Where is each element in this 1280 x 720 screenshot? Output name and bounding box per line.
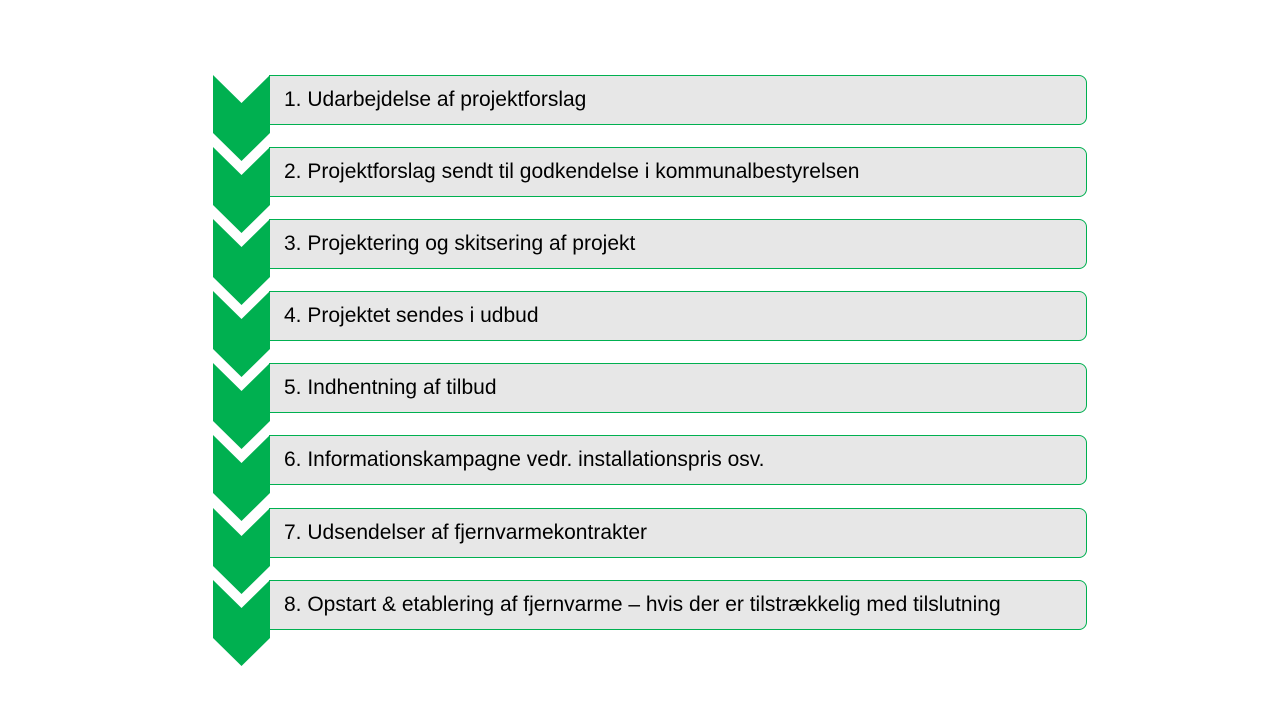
process-step-8 [213,580,1089,666]
step-label: 1. Udarbejdelse af projektforslag [269,75,1087,125]
step-label: 6. Informationskampagne vedr. installationspris osv. [269,435,1087,485]
step-label: 5. Indhentning af tilbud [269,363,1087,413]
chevron-down-icon [213,580,270,666]
step-label: 8. Opstart & etablering af fjernvarme – hvis der er tilstrækkelig med tilslutning [269,580,1087,630]
step-label: 4. Projektet sendes i udbud [269,291,1087,341]
step-label: 3. Projektering og skitsering af projekt [269,219,1087,269]
step-label: 2. Projektforslag sendt til godkendelse i kommunalbestyrelsen [269,147,1087,197]
step-label: 7. Udsendelser af fjernvarmekontrakter [269,508,1087,558]
